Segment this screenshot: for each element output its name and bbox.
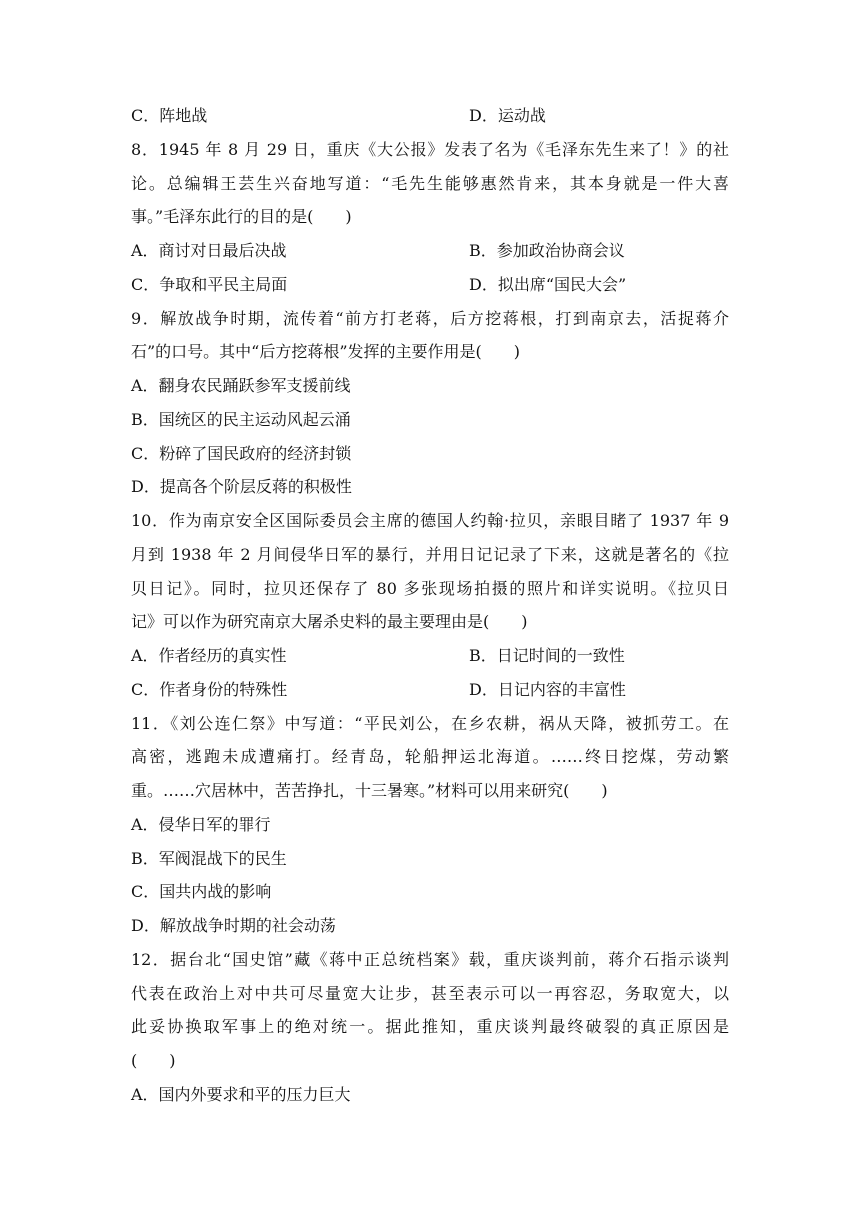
q10-stem-line-1: 10．作为南京安全区国际委员会主席的德国人约翰·拉贝，亲眼目睹了 1937 年 9: [131, 511, 729, 530]
q8-option-c: C．争取和平民主局面: [131, 275, 288, 294]
q11-option-d: D．解放战争时期的社会动荡: [131, 916, 336, 935]
q10-option-d: D．日记内容的丰富性: [469, 680, 626, 699]
q12-stem-line-4: ( ): [131, 1051, 176, 1070]
q8-option-a: A．商讨对日最后决战: [131, 241, 287, 260]
q9-option-c: C．粉碎了国民政府的经济封锁: [131, 444, 352, 463]
q12-option-a: A．国内外要求和平的压力巨大: [131, 1085, 351, 1104]
q9-option-b: B．国统区的民主运动风起云涌: [131, 410, 351, 429]
q10-option-a: A．作者经历的真实性: [131, 646, 287, 665]
q11-stem-line-1: 11．《刘公连仁祭》中写道：“平民刘公，在乡农耕，祸从天降，被抓劳工。在: [131, 714, 729, 733]
q11-option-b: B．军阀混战下的民生: [131, 849, 287, 868]
q12-stem-line-3: 此妥协换取军事上的绝对统一。据此推知，重庆谈判最终破裂的真正原因是: [131, 1017, 729, 1036]
q10-stem-line-3: 贝日记》。同时，拉贝还保存了 80 多张现场拍摄的照片和详实说明。《拉贝日: [131, 579, 729, 598]
q9-option-d: D．提高各个阶层反蒋的积极性: [131, 477, 352, 496]
q10-option-c: C．作者身份的特殊性: [131, 680, 288, 699]
q10-option-b: B．日记时间的一致性: [469, 646, 625, 665]
q9-stem-line-2: 石”的口号。其中“后方挖蒋根”发挥的主要作用是( ): [131, 342, 521, 361]
q9-option-a: A．翻身农民踊跃参军支援前线: [131, 376, 351, 395]
q12-stem-line-1: 12．据台北“国史馆”藏《蒋中正总统档案》载，重庆谈判前，蒋介石指示谈判: [131, 950, 729, 969]
q8-stem-line-1: 8．1945 年 8 月 29 日，重庆《大公报》发表了名为《毛泽东先生来了！》的社: [131, 140, 729, 159]
q8-option-d: D．拟出席“国民大会”: [469, 275, 627, 294]
q11-stem-line-2: 高密，逃跑未成遭痛打。经青岛，轮船押运北海道。……终日挖煤，劳动繁: [131, 747, 729, 766]
q12-stem-line-2: 代表在政治上对中共可尽量宽大让步，甚至表示可以一再容忍，务取宽大，以: [131, 984, 729, 1003]
q8-stem-line-3: 事。”毛泽东此行的目的是( ): [131, 207, 352, 226]
q9-stem-line-1: 9．解放战争时期，流传着“前方打老蒋，后方挖蒋根，打到南京去，活捉蒋介: [131, 309, 729, 328]
q8-option-b: B．参加政治协商会议: [469, 241, 625, 260]
q8-stem-line-2: 论。总编辑王芸生兴奋地写道：“毛先生能够惠然肯来，其本身就是一件大喜: [131, 174, 729, 193]
q10-stem-line-4: 记》可以作为研究南京大屠杀史料的最主要理由是( ): [131, 612, 528, 631]
q11-option-c: C．国共内战的影响: [131, 882, 272, 901]
q10-stem-line-2: 月到 1938 年 2 月间侵华日军的暴行，并用日记记录了下来，这就是著名的《拉: [131, 545, 729, 564]
q11-option-a: A．侵华日军的罪行: [131, 815, 271, 834]
q7-option-d: D．运动战: [469, 106, 546, 125]
q11-stem-line-3: 重。……穴居林中，苦苦挣扎，十三暑寒。”材料可以用来研究( ): [131, 781, 608, 800]
q7-option-c: C．阵地战: [131, 106, 208, 125]
